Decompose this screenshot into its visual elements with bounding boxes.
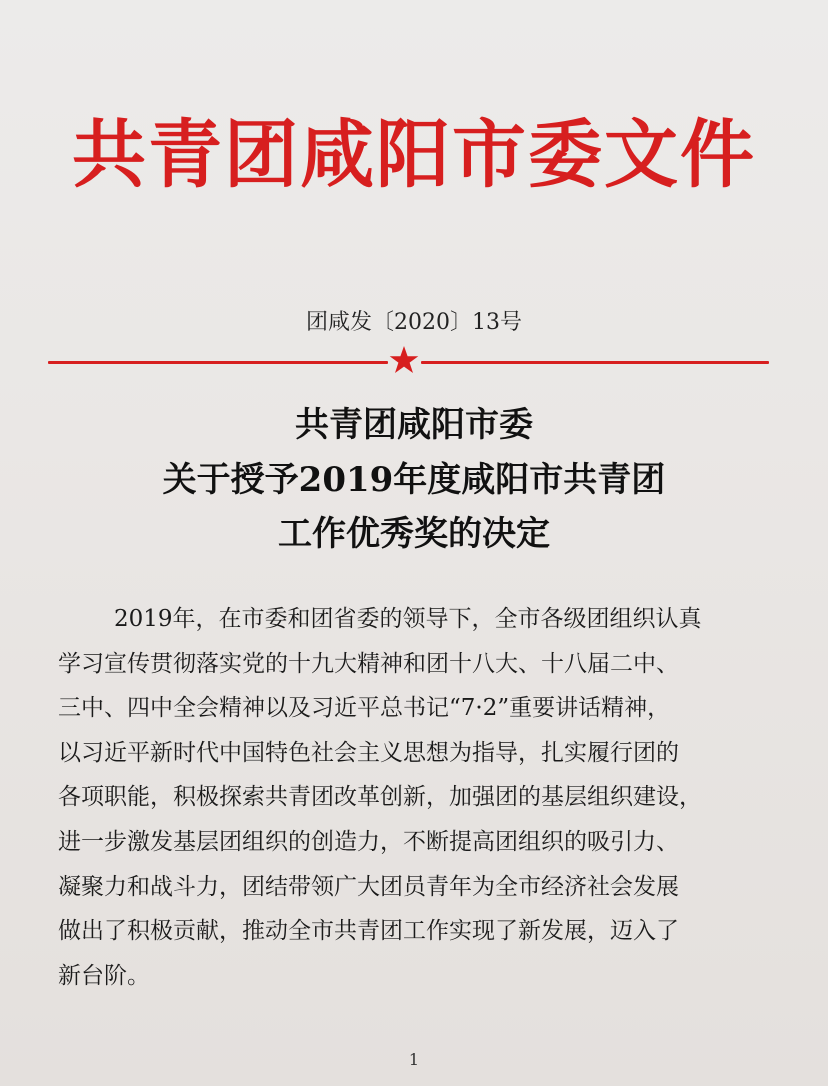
body-line: 三中、四中全会精神以及习近平总书记“7·2”重要讲话精神， (58, 695, 671, 722)
red-divider-left (48, 361, 388, 364)
body-line: 凝聚力和战斗力，团结带领广大团员青年为全市经济社会发展 (58, 873, 679, 900)
body-line: 做出了积极贡献，推动全市共青团工作实现了新发展，迈入了 (58, 918, 679, 945)
decision-title-line-3: 工作优秀奖的决定 (278, 514, 550, 554)
body-line: 2019年，在市委和团省委的领导下，全市各级团组织认真 (114, 606, 702, 632)
body-line: 学习宣传贯彻落实党的十九大精神和团十八大、十八届二中、 (58, 650, 679, 677)
document-number: 团咸发〔2020〕13号 (306, 310, 522, 335)
body-paragraph (58, 597, 758, 998)
decision-title-line-1: 共青团咸阳市委 (295, 405, 533, 445)
red-divider-right (421, 361, 769, 364)
document-header: 共青团咸阳市委文件 (72, 112, 756, 198)
page-number: 1 (408, 1050, 420, 1069)
body-line: 进一步激发基层团组织的创造力，不断提高团组织的吸引力、 (58, 828, 679, 855)
body-line: 以习近平新时代中国特色社会主义思想为指导，扎实履行团的 (58, 739, 679, 766)
body-line: 各项职能，积极探索共青团改革创新，加强团的基层组织建设， (58, 784, 702, 811)
decision-title-line-2: 关于授予2019年度咸阳市共青团 (162, 460, 666, 500)
body-line: 新台阶。 (58, 962, 150, 989)
star-icon (389, 345, 419, 375)
